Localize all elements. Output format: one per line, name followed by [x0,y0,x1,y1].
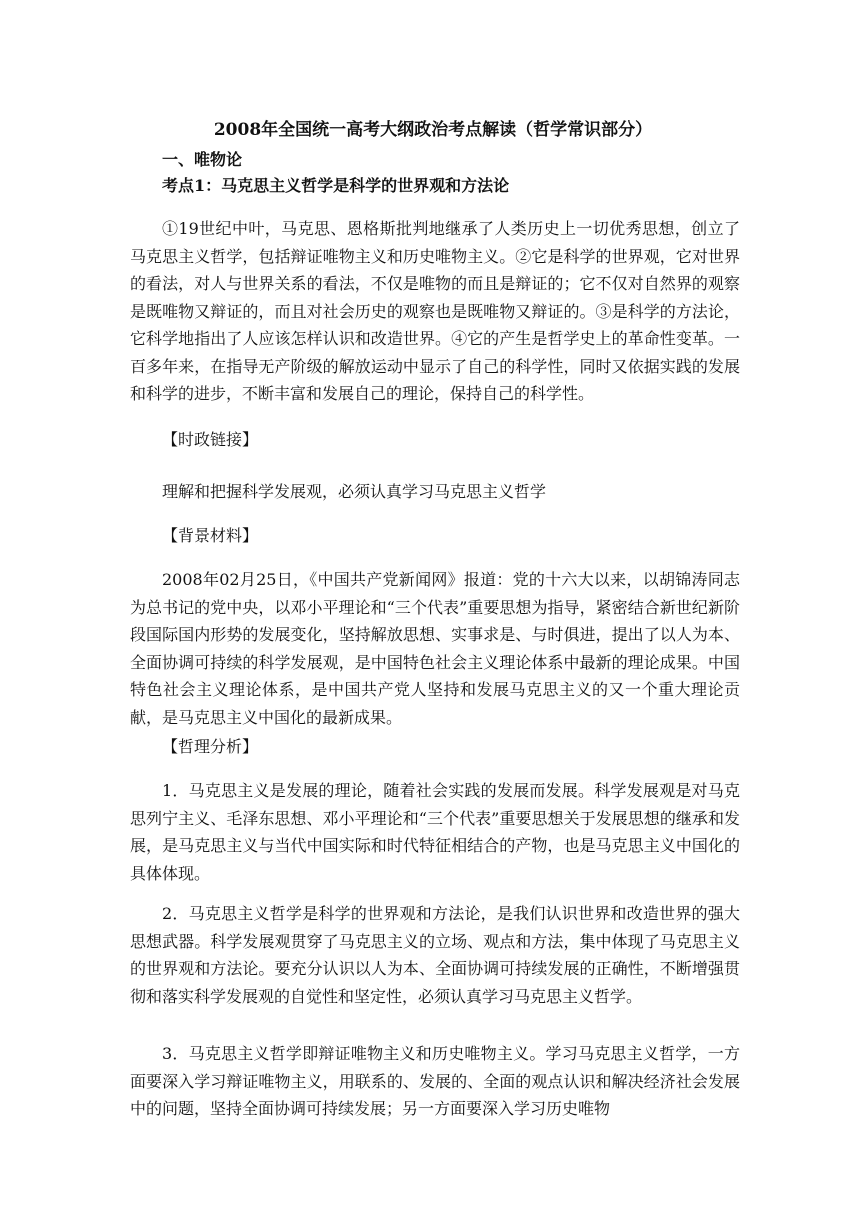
point-heading: 考点1：马克思主义哲学是科学的世界观和方法论 [162,176,510,195]
background-label: 【背景材料】 [162,526,259,545]
document-title: 2008年全国统一高考大纲政治考点解读（哲学常识部分） [213,120,653,140]
paragraph-analysis-3: 3．马克思主义哲学即辩证唯物主义和历史唯物主义。学习马克思主义哲学，一方面要深入学习辩证唯物主义，用联系的、发展的、全面的观点认识和解决经济社会发展中的问题，坚持全面协调可持续发展；另一方面要深入学习历史唯物 [130,1044,740,1118]
paragraph-intro: ①19世纪中叶，马克思、恩格斯批判地继承了人类历史上一切优秀思想，创立了马克思主义哲学，包括辩证唯物主义和历史唯物主义。②它是科学的世界观，它对世界的看法，对人与世界关系的看法，不仅是唯物的而且是辩证的；它不仅对自然界的观察是既唯物又辩证的，而且对社会历史的观察也是既唯物又辩证的。③是科学的方法论，它科学地指出了人应该怎样认识和改造世界。④它的产生是哲学史上的革命性变革。一百多年来，在指导无产阶级的解放运动中显示了自己的科学性，同时又依据实践的发展和科学的进步，不断丰富和发展自己的理论，保持自己的科学性。 [130,219,740,403]
paragraph-analysis-2: 2．马克思主义哲学是科学的世界观和方法论，是我们认识世界和改造世界的强大思想武器。科学发展观贯穿了马克思主义的立场、观点和方法，集中体现了马克思主义的世界观和方法论。要充分认识以人为本、全面协调可持续发展的正确性，不断增强贯彻和落实科学发展观的自觉性和坚定性，必须认真学习马克思主义哲学。 [130,904,740,1006]
paragraph-analysis-1: 1．马克思主义是发展的理论，随着社会实践的发展而发展。科学发展观是对马克思列宁主义、毛泽东思想、邓小平理论和“三个代表”重要思想关于发展思想的继承和发展，是马克思主义与当代中国实际和时代特征相结合的产物，也是马克思主义中国化的具体体现。 [130,781,740,883]
paragraph-background: 2008年02月25日，《中国共产党新闻网》报道：党的十六大以来，以胡锦涛同志为总书记的党中央，以邓小平理论和“三个代表”重要思想为指导，紧密结合新世纪新阶段国际国内形势的发展变化，坚持解放思想、实事求是、与时俱进，提出了以人为本、全面协调可持续的科学发展观，是中国特色社会主义理论体系中最新的理论成果。中国特色社会主义理论体系，是中国共产党人坚持和发展马克思主义的又一个重大理论贡献，是马克思主义中国化的最新成果。 [130,570,740,727]
analysis-label: 【哲理分析】 [162,737,259,756]
section-heading: 一、唯物论 [162,150,243,169]
current-affairs-text: 理解和把握科学发展观，必须认真学习马克思主义哲学 [162,482,547,501]
current-affairs-label: 【时政链接】 [162,430,259,449]
